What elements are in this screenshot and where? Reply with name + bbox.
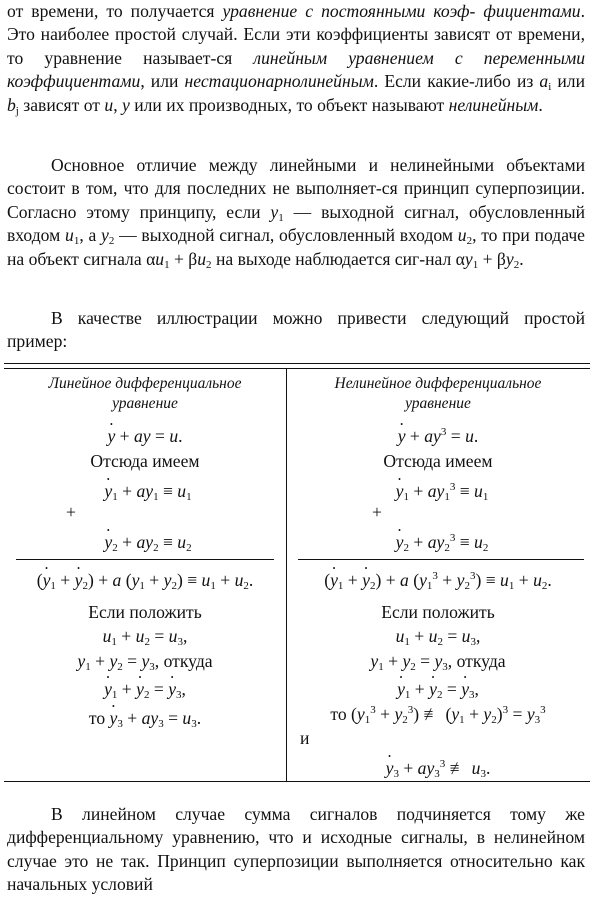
paragraph-3: В качестве иллюстрации можно привести следующий простой пример: — [7, 308, 585, 352]
table-top-rule — [4, 363, 590, 364]
right-u3-def: $u_1 + u_2 = u_3$, — [395, 626, 481, 648]
left-plus: + — [66, 502, 76, 522]
paragraph-4: В линейном случае сумма сигналов подчиняется тому же дифференциальному уравнению, что и исходные сигналы, в нелинейном случае это не так. Принцип суперпозиции выполняется относительно как начальных условий — [7, 804, 585, 895]
left-eq-y1: • $y_1 + ay_1 \equiv u_1$ — [4, 480, 286, 503]
left-esli: Если положить — [88, 602, 202, 622]
paragraph-2: Основное отличие между линейными и нелинейными объектами состоит в том, что для последних не выполняет-ся принцип суперпозиции. Согласно этому принципу, если $y_1$ — выходной сигнал, обусловленный входом $u_1$, а $y_2$ — выходной сигнал, обусловленный входом $u_2$, то при подаче на объект сигнала $\alpha u_1 + \beta u_2$ на выходе наблюдается сиг-нал $\alpha y_1 + \beta y_2$. — [7, 155, 585, 271]
right-otsyuda: Отсюда имеем — [383, 451, 493, 471]
left-column — [4, 370, 286, 780]
left-y3-def: $y_1 + y_2 = y_3$, откуда — [77, 651, 213, 673]
table-bottom-rule — [4, 781, 590, 782]
right-column — [288, 370, 588, 780]
right-equation: • $y + ay^3 = u$. — [288, 425, 588, 448]
right-result: • $y_3 + ay_3^3$ ≢ $u_3$. — [288, 757, 588, 780]
table-column-divider — [286, 368, 287, 781]
right-i-word: и — [300, 728, 310, 748]
left-u3-def: $u_1 + u_2 = u_3$, — [102, 626, 188, 648]
right-y3-def: $y_1 + y_2 = y_3$, откуда — [370, 651, 506, 673]
left-header: Линейное дифференциальное уравнение — [48, 375, 242, 412]
left-otsyuda: Отсюда имеем — [90, 451, 200, 471]
paragraph-1: от времени, то получается уравнение с постоянными коэф- фициентами. Это наиболее простой случай. Если эти коэффициенты зависят от времени, то уравнение называет-ся линейным уравнением с переменными коэффициентами, или нестационарнолинейным. Если какие-либо из $a_i$ или $b_j$ зависят от u, y или их производных, то объект называют нелинейным. — [7, 1, 585, 117]
right-eq-y1: • $y_1 + ay_1^3 \equiv u_1$ — [288, 480, 588, 503]
left-sum-equation: (• $y_1$ + • $y_2) + a$ $(y_1 + y_2) \equiv u_1 + u_2$. — [4, 569, 286, 592]
right-eq-y2: • $y_2 + ay_2^3 \equiv u_2$ — [288, 531, 588, 554]
table-top-rule-2 — [4, 368, 590, 369]
left-eq-y2: • $y_2 + ay_2 \equiv u_2$ — [4, 531, 286, 554]
left-y3-dot: • $y_1$ + • $y_2$ = • $y_3$, — [4, 678, 286, 701]
left-equation: • y + ay = u. — [4, 425, 286, 448]
right-inequality: то $(y_1^3 + y_2^3)$ ≢ $(y_1 + y_2)^3 = y_3^3$ — [330, 704, 546, 726]
left-result: то • $y_3 + ay_3 = u_3$. — [4, 707, 286, 730]
right-sum-equation: (• $y_1$ + • $y_2) + a$ $(y_1^3 + y_2^3) \equiv u_1 + u_2$. — [288, 569, 588, 592]
right-esli: Если положить — [381, 602, 495, 622]
right-plus: + — [372, 502, 382, 522]
right-header: Нелинейное дифференциальное уравнение — [334, 375, 542, 412]
right-y3-dot: • $y_1$ + • $y_2$ = • $y_3$, — [288, 678, 588, 701]
